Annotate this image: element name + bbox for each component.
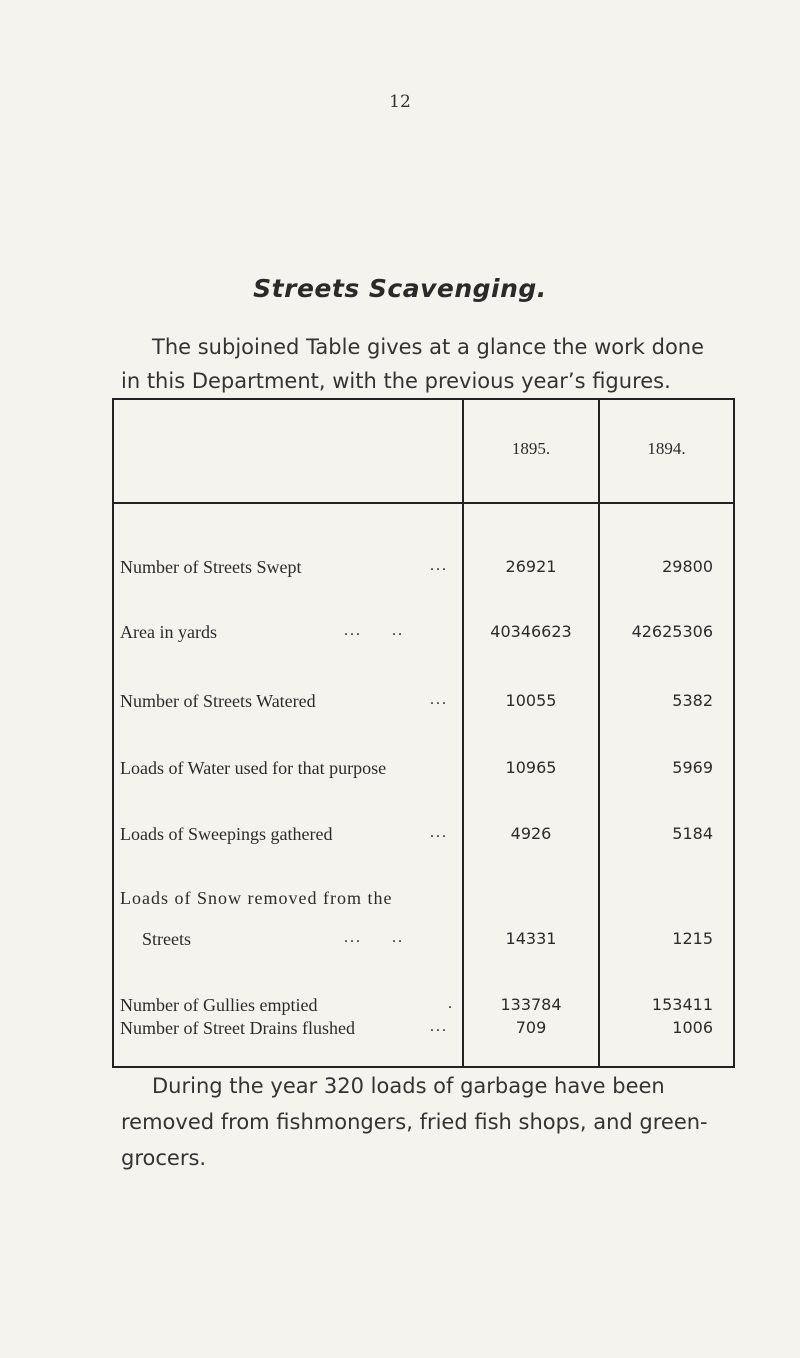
value-1895: 14331	[505, 929, 557, 948]
value-1894: 29800	[662, 557, 713, 576]
closing-line: During the year 320 loads of garbage have been	[152, 1074, 665, 1098]
value-1895: 10965	[505, 758, 557, 777]
value-1895: 4926	[510, 824, 552, 843]
row-label: Loads of Snow removed from the	[120, 888, 393, 908]
row-leader: ...	[430, 557, 448, 574]
row-leader: .	[448, 995, 454, 1012]
header-bottom-rule	[112, 502, 735, 504]
row-label: Number of Streets Swept	[120, 557, 302, 577]
row-leader: ... ..	[344, 622, 404, 639]
header-1895: 1895.	[511, 439, 551, 458]
row-leader: ...	[430, 824, 448, 841]
row-leader: ...	[430, 691, 448, 708]
value-1894: 42625306	[631, 622, 713, 641]
value-1894: 5382	[672, 691, 713, 710]
closing-line: grocers.	[121, 1146, 207, 1170]
page-number: 12	[389, 92, 411, 112]
row-label: Number of Gullies emptied	[120, 995, 318, 1015]
row-label: Number of Streets Watered	[120, 691, 316, 711]
row-label: Area in yards	[120, 622, 217, 642]
value-1894: 1006	[672, 1018, 713, 1037]
row-leader: ... ..	[344, 929, 404, 946]
value-1894: 1215	[672, 929, 713, 948]
table-right-rule	[733, 398, 735, 1068]
value-1895: 26921	[505, 557, 557, 576]
value-1895: 40346623	[490, 622, 572, 641]
value-1894: 5184	[672, 824, 713, 843]
value-1895: 709	[515, 1018, 547, 1037]
value-1894: 5969	[672, 758, 713, 777]
intro-paragraph	[121, 330, 741, 398]
value-1894: 153411	[651, 995, 713, 1014]
row-label: Number of Street Drains flushed	[120, 1018, 355, 1038]
row-label-continued: Streets	[142, 929, 191, 949]
row-leader: ...	[430, 1018, 448, 1035]
scavenging-table	[112, 398, 735, 1078]
closing-line: removed from fishmongers, fried fish shops, and green-	[121, 1110, 708, 1134]
closing-paragraph	[121, 1068, 741, 1176]
table-left-rule	[112, 398, 114, 1068]
row-label: Loads of Water used for that purpose	[120, 758, 387, 778]
section-heading: Streets Scavenging.	[253, 274, 547, 303]
intro-line: in this Department, with the previous year’s figures.	[121, 369, 671, 393]
value-1895: 10055	[505, 691, 557, 710]
row-label: Loads of Sweepings gathered	[120, 824, 333, 844]
value-1895: 133784	[500, 995, 562, 1014]
header-1894: 1894.	[647, 439, 686, 458]
intro-line: The subjoined Table gives at a glance the work done	[152, 335, 705, 359]
